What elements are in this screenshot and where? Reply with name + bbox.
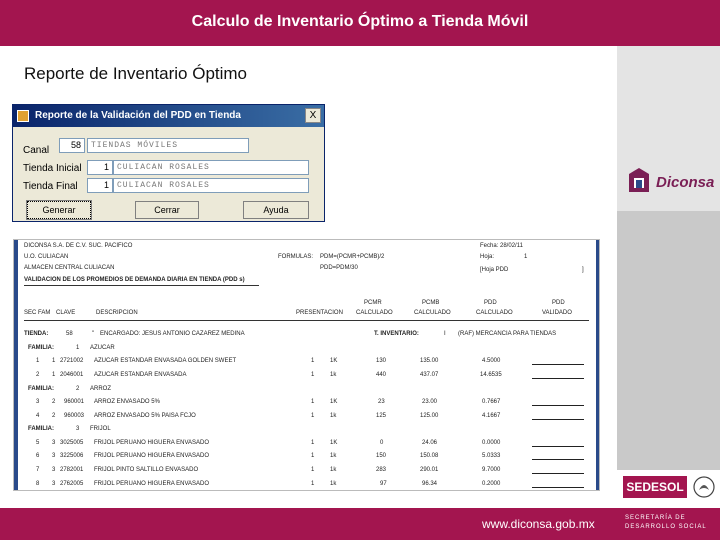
report-almacen: ALMACEN CENTRAL CULIACAN <box>24 265 115 271</box>
row-pcmb: 135.00 <box>420 358 439 364</box>
hoja-value: 1 <box>524 254 528 260</box>
col-descripcion: DESCRIPCION <box>96 310 138 316</box>
tienda-final-label: Tienda Final <box>23 181 78 192</box>
col-pcmb-2: CALCULADO <box>414 310 451 316</box>
header-rule <box>24 320 589 321</box>
dialog-title: Reporte de la Validación del PDD en Tienda <box>35 110 241 121</box>
col-pcmr-1: PCMR <box>364 300 382 306</box>
col-pddv-2: VALIDADO <box>542 310 572 316</box>
side-panel <box>617 46 720 508</box>
row-unit: 1k <box>330 453 337 459</box>
report-preview <box>13 239 600 491</box>
tienda-final-name-field: CULIACAN ROSALES <box>113 178 309 193</box>
footer-bar <box>0 508 720 540</box>
col-presentacion: PRESENTACION <box>296 310 343 316</box>
row-desc: ARROZ ENVASADO 5% PAISA FCJO <box>94 413 196 419</box>
familia-num: 3 <box>76 426 80 432</box>
row-pdd: 4.1667 <box>482 413 501 419</box>
pdd-validado-field[interactable] <box>532 446 584 447</box>
pdd-validado-field[interactable] <box>532 405 584 406</box>
row-clave: 2721002 <box>60 358 84 364</box>
row-pres: 1 <box>311 481 315 487</box>
inventario-num: I <box>444 331 446 337</box>
row-pcmb: 437.07 <box>420 372 439 378</box>
row-clave: 960003 <box>64 413 85 419</box>
col-pdd-2: CALCULADO <box>476 310 513 316</box>
row-fam: 3 <box>52 453 56 459</box>
row-pres: 1 <box>311 358 315 364</box>
row-pdd: 14.6535 <box>480 372 502 378</box>
pdd-validado-field[interactable] <box>532 419 584 420</box>
generar-button[interactable]: Generar <box>27 201 91 219</box>
row-pres: 1 <box>311 453 315 459</box>
pdd-validado-field[interactable] <box>532 473 584 474</box>
row-fam: 3 <box>52 481 56 487</box>
row-pcmr: 440 <box>376 372 387 378</box>
row-desc: ARROZ ENVASADO 5% <box>94 399 160 405</box>
report-company: DICONSA S.A. DE C.V. SUC. PACIFICO <box>24 243 133 249</box>
row-pdd: 5.0333 <box>482 453 501 459</box>
row-unit: 1k <box>330 467 337 473</box>
row-pcmb: 96.34 <box>422 481 438 487</box>
row-pcmb: 125.00 <box>420 413 439 419</box>
row-clave: 2762005 <box>60 481 84 487</box>
row-sec: 4 <box>36 413 40 419</box>
inventario-label: T. INVENTARIO: <box>374 331 419 337</box>
row-desc: FRIJOL PINTO SALTILLO ENVASADO <box>94 467 199 473</box>
eagle-seal-icon <box>693 474 715 500</box>
familia-name: AZUCAR <box>90 345 115 351</box>
cerrar-button[interactable]: Cerrar <box>135 201 199 219</box>
row-unit: 1K <box>330 399 338 405</box>
col-pcmr-2: CALCULADO <box>356 310 393 316</box>
row-pdd: 0.0000 <box>482 440 501 446</box>
tienda-inicial-name-field: CULIACAN ROSALES <box>113 160 309 175</box>
col-pcmb-1: PCMB <box>422 300 440 306</box>
tienda-num: 58 <box>66 331 73 337</box>
formulas-label: FORMULAS: <box>278 254 314 260</box>
row-pdd: 0.7667 <box>482 399 501 405</box>
secretaria-text <box>625 514 707 532</box>
row-clave: 2782001 <box>60 467 84 473</box>
row-pcmr: 150 <box>376 453 387 459</box>
row-fam: 1 <box>52 372 56 378</box>
secretaria-line-1: SECRETARÍA DE <box>625 515 686 521</box>
secretaria-line-2: DESARROLLO SOCIAL <box>625 524 707 530</box>
row-pcmr: 130 <box>376 358 387 364</box>
row-clave: 3025005 <box>60 440 84 446</box>
familia-num: 1 <box>76 345 80 351</box>
row-sec: 2 <box>36 372 40 378</box>
row-desc: AZUCAR ESTANDAR ENVASADA GOLDEN SWEET <box>94 358 237 364</box>
report-uo: U.O. CULIACAN <box>24 254 69 260</box>
row-pres: 1 <box>311 413 315 419</box>
col-fam: FAM <box>38 310 51 316</box>
row-desc: AZUCAR ESTANDAR ENVASADA <box>94 372 187 378</box>
canal-label: Canal <box>23 145 50 156</box>
row-sec: 8 <box>36 481 40 487</box>
tienda-quote: " <box>92 331 95 337</box>
row-unit: 1K <box>330 440 338 446</box>
row-pcmr: 97 <box>380 481 387 487</box>
report-fecha: Fecha: 28/02/11 <box>480 243 523 249</box>
row-pcmb: 150.08 <box>420 453 439 459</box>
row-pres: 1 <box>311 467 315 473</box>
row-pcmr: 125 <box>376 413 387 419</box>
diconsa-icon <box>626 166 652 196</box>
row-pcmb: 23.00 <box>422 399 438 405</box>
row-fam: 3 <box>52 440 56 446</box>
row-pdd: 9.7000 <box>482 467 501 473</box>
col-pdd-1: PDD <box>484 300 497 306</box>
row-pcmb: 290.01 <box>420 467 439 473</box>
close-button[interactable]: X <box>305 108 321 123</box>
pdd-validado-field[interactable] <box>532 487 584 488</box>
row-pres: 1 <box>311 372 315 378</box>
row-clave: 2046001 <box>60 372 84 378</box>
slide-title: Calculo de Inventario Óptimo a Tienda Móvil <box>191 13 529 30</box>
row-unit: 1K <box>330 358 338 364</box>
formula-1: PDM=(PCMR+PCMB)/2 <box>320 254 385 260</box>
familia-num: 2 <box>76 386 80 392</box>
sedesol-logo <box>617 470 720 508</box>
hoja-box: [Hoja PDD <box>480 267 509 273</box>
tienda-final-input[interactable]: 1 <box>87 178 113 193</box>
formula-2: PDD=PDM/30 <box>320 265 358 271</box>
tienda-inicial-label: Tienda Inicial <box>23 163 82 174</box>
canal-name-field: TIENDAS MÓVILES <box>87 138 249 153</box>
report-dialog <box>12 104 325 222</box>
row-fam: 2 <box>52 399 56 405</box>
report-left-border <box>14 240 18 491</box>
col-pddv-1: PDD <box>552 300 565 306</box>
row-pdd: 0.2000 <box>482 481 501 487</box>
col-clave: CLAVE <box>56 310 76 316</box>
canal-input[interactable]: 58 <box>59 138 85 153</box>
familia-name: ARROZ <box>90 386 111 392</box>
slide-subtitle: Reporte de Inventario Óptimo <box>24 64 248 83</box>
row-sec: 1 <box>36 358 40 364</box>
row-fam: 2 <box>52 413 56 419</box>
row-pcmr: 0 <box>380 440 384 446</box>
encargado: ENCARGADO: JESUS ANTONIO CAZAREZ MEDINA <box>100 331 245 337</box>
row-unit: 1k <box>330 413 337 419</box>
familia-label: FAMILIA: <box>28 426 54 432</box>
familia-label: FAMILIA: <box>28 386 54 392</box>
row-pdd: 4.5000 <box>482 358 501 364</box>
inventario-desc: (RAF) MERCANCIA PARA TIENDAS <box>458 331 557 337</box>
row-desc: FRIJOL PERUANO HIGUERA ENVASADO <box>94 453 210 459</box>
row-pcmr: 283 <box>376 467 387 473</box>
footer-url[interactable]: www.diconsa.gob.mx <box>482 517 595 531</box>
pdd-validado-field[interactable] <box>532 364 584 365</box>
row-clave: 960001 <box>64 399 85 405</box>
pdd-validado-field[interactable] <box>532 459 584 460</box>
sedesol-badge: SEDESOL <box>623 476 687 498</box>
row-sec: 6 <box>36 453 40 459</box>
heading-underline <box>24 285 259 286</box>
row-sec: 3 <box>36 399 40 405</box>
side-panel-middle <box>617 211 720 473</box>
row-fam: 3 <box>52 467 56 473</box>
header-bar <box>0 0 720 46</box>
row-pres: 1 <box>311 440 315 446</box>
ayuda-button[interactable]: Ayuda <box>243 201 309 219</box>
app-icon <box>17 110 29 122</box>
familia-label: FAMILIA: <box>28 345 54 351</box>
row-sec: 7 <box>36 467 40 473</box>
diconsa-text: Diconsa <box>656 174 715 191</box>
row-clave: 3225006 <box>60 453 84 459</box>
row-pcmr: 23 <box>378 399 385 405</box>
tienda-label: TIENDA: <box>24 331 49 337</box>
col-sec: SEC <box>24 310 37 316</box>
report-right-border <box>596 240 600 491</box>
row-fam: 1 <box>52 358 56 364</box>
dialog-titlebar[interactable] <box>13 105 324 127</box>
pdd-validado-field[interactable] <box>532 378 584 379</box>
row-desc: FRIJOL PERUANO HIGUERA ENVASADO <box>94 440 210 446</box>
report-heading: VALIDACION DE LOS PROMEDIOS DE DEMANDA DIARIA EN TIENDA (PDD s) <box>24 277 245 283</box>
row-desc: FRIJOL PERUANO HIGUERA ENVASADO <box>94 481 210 487</box>
tienda-inicial-input[interactable]: 1 <box>87 160 113 175</box>
familia-name: FRIJOL <box>90 426 111 432</box>
row-sec: 5 <box>36 440 40 446</box>
hoja-label: Hoja: <box>480 254 495 260</box>
row-unit: 1k <box>330 372 337 378</box>
diconsa-logo <box>626 162 718 202</box>
hoja-box-end: ] <box>582 267 584 273</box>
row-unit: 1k <box>330 481 337 487</box>
row-pres: 1 <box>311 399 315 405</box>
row-pcmb: 24.06 <box>422 440 438 446</box>
